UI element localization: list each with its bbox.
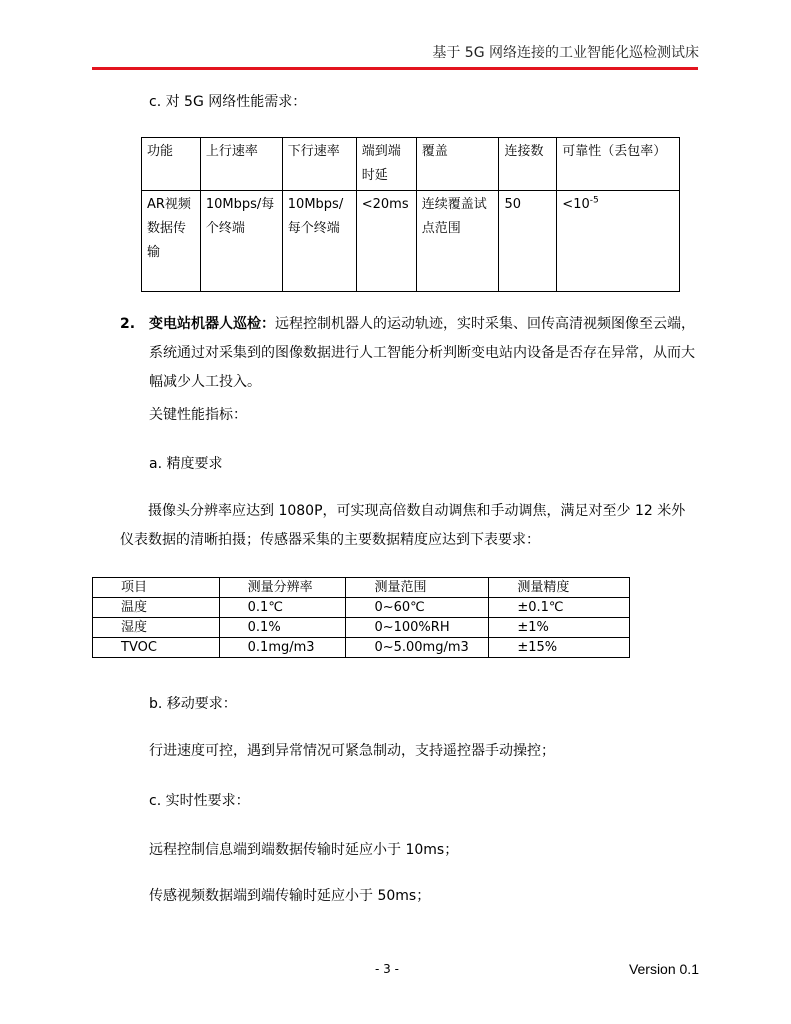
sub-c-line-1: 远程控制信息端到端数据传输时延应小于 10ms； [149,842,459,858]
table-cell: 0~5.00mg/m3 [346,638,489,658]
table-cell: 0.1% [219,618,346,638]
table-header-cell: 功能 [142,138,201,191]
table-cell: 连续覆盖试点范围 [416,191,499,292]
item-2-title: 变电站机器人巡检： [149,316,275,332]
table-cell: <20ms [356,191,416,292]
table-cell: 0~100%RH [346,618,489,638]
table-cell: 50 [499,191,557,292]
sub-a-text: 摄像头分辨率应达到 1080P，可实现高倍数自动调焦和手动调焦，满足对至少 12 米外仪表数据的清晰拍摄；传感器采集的主要数据精度应达到下表要求： [120,503,686,548]
table-header-cell: 测量分辨率 [219,578,346,598]
table-header-cell: 上行速率 [200,138,282,191]
header-rule [92,67,698,70]
network-requirements-table [141,137,680,292]
table-header-cell: 测量范围 [346,578,489,598]
table-header-cell: 端到端时延 [356,138,416,191]
table-cell: 0.1℃ [219,598,346,618]
item-2-number: 2. [120,316,136,332]
sub-b-label: b. 移动要求： [149,696,237,712]
sub-a-label: a. 精度要求 [149,456,223,472]
table-row [142,191,680,292]
table-header-row [142,138,680,191]
table-cell: 0~60℃ [346,598,489,618]
table-cell: ±0.1℃ [489,598,630,618]
header-title: 基于 5G 网络连接的工业智能化巡检测试床 [432,45,699,61]
table-row [93,598,630,618]
table-header-cell: 可靠性（丢包率） [557,138,680,191]
table-header-cell: 项目 [93,578,220,598]
table-cell: 0.1mg/m3 [219,638,346,658]
table-cell: 10Mbps/每个终端 [200,191,282,292]
item-2-paragraph [149,310,699,397]
table-header-cell: 连接数 [499,138,557,191]
table-header-row [93,578,630,598]
table-cell: ±1% [489,618,630,638]
table-header-cell: 测量精度 [489,578,630,598]
reliability-exponent: -5 [589,195,599,206]
reliability-cell [557,191,680,292]
item-2-text: 远程控制机器人的运动轨迹，实时采集、回传高清视频图像至云端，系统通过对采集到的图像数据进行人工智能分析判断变电站内设备是否存在异常，从而大幅减少人工投入。 [149,316,695,390]
table-cell: 湿度 [93,618,220,638]
sub-c-line-2: 传感视频数据端到端传输时延应小于 50ms； [149,888,431,904]
table-cell: 10Mbps/每个终端 [282,191,356,292]
sensor-precision-table [92,577,630,658]
page-number: - 3 - [375,962,399,976]
table-cell: ±15% [489,638,630,658]
table-row [93,618,630,638]
table-header-cell: 下行速率 [282,138,356,191]
section-c-network-label: c. 对 5G 网络性能需求： [149,94,307,110]
table-cell: 温度 [93,598,220,618]
sub-c-label: c. 实时性要求： [149,793,250,809]
sub-b-text: 行进速度可控，遇到异常情况可紧急制动，支持遥控器手动操控； [149,743,555,759]
table-header-cell: 覆盖 [416,138,499,191]
table-cell: TVOC [93,638,220,658]
kpi-label: 关键性能指标： [149,407,247,423]
table-row [93,638,630,658]
version-label: Version 0.1 [628,961,699,977]
table-cell: AR视频数据传输 [142,191,201,292]
reliability-base: <10 [562,197,590,212]
